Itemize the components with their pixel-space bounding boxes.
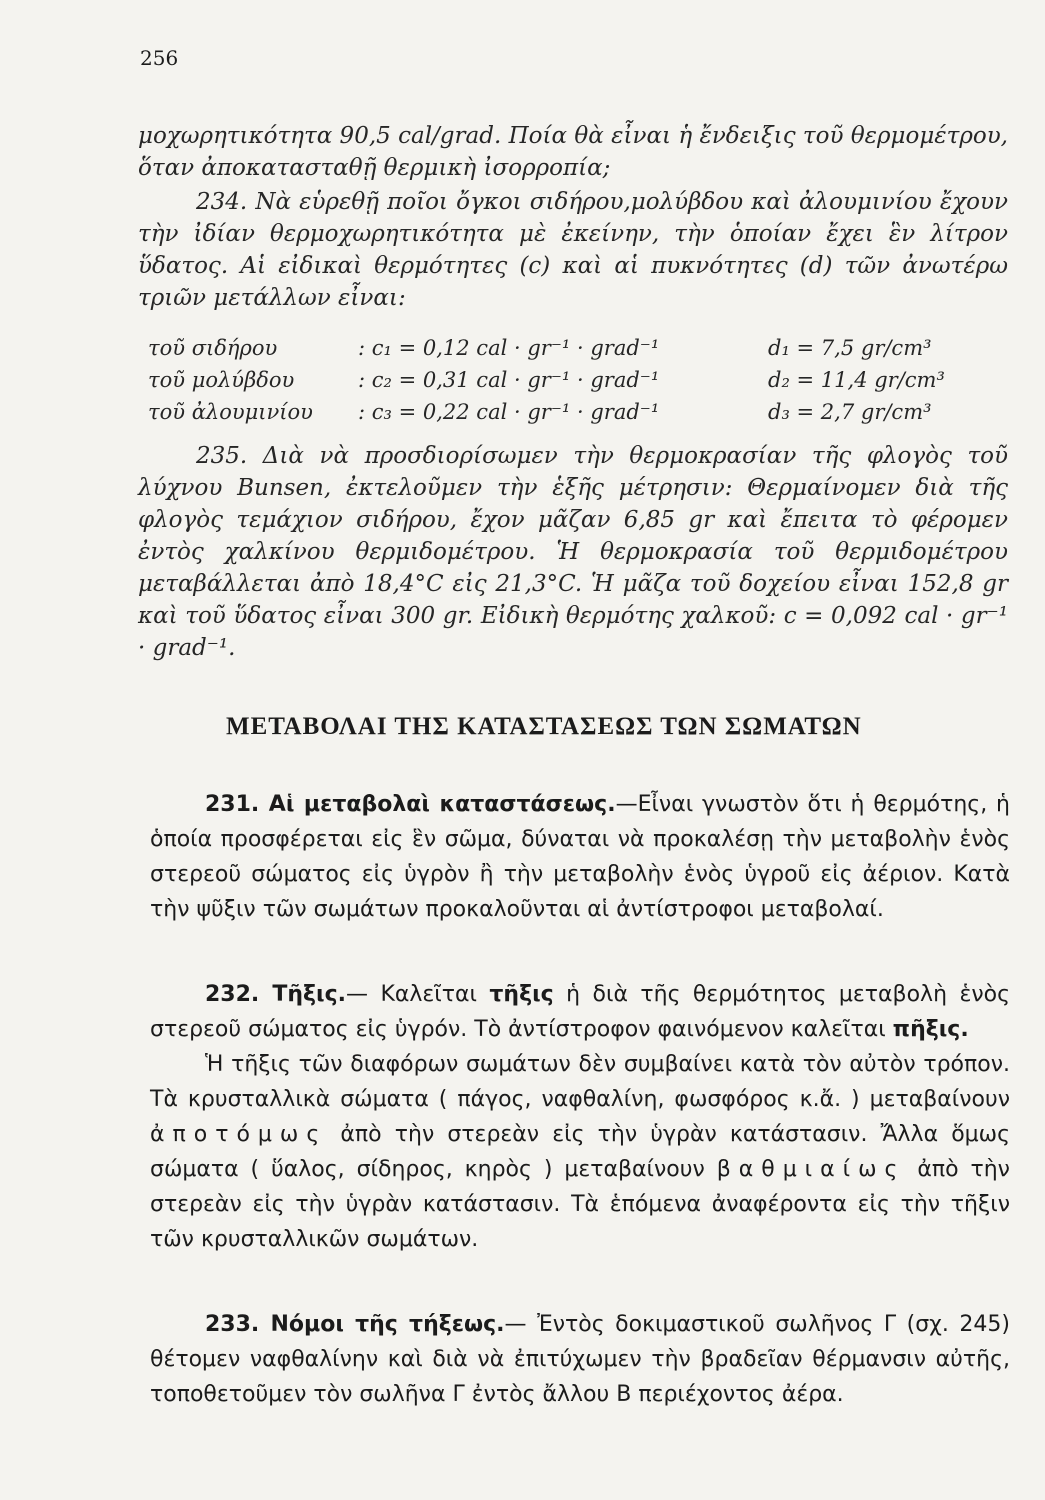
p231-title: 231. Αἱ μεταβολαὶ καταστάσεως. xyxy=(205,792,616,817)
density: d₃ = 2,7 gr/cm³ xyxy=(768,400,932,424)
p232-para2a: Ἡ τῆξις τῶν διαφόρων σωμάτων δὲν συμβαίνει κατὰ τὸν αὐτὸν τρόπον. Τὰ κρυσταλλικὰ σώματα ( πάγος, ναφθαλίνη, φωσφόρος κ.ἄ. ) μεταβαίνουν xyxy=(150,1052,1010,1112)
density: d₁ = 7,5 gr/cm³ xyxy=(768,336,932,360)
p232-term1: τῆξις xyxy=(489,982,554,1007)
paragraph-232-second xyxy=(150,1047,1010,1257)
p231-body: —Εἶναι γνωστὸν ὅτι ἡ θερμότης, ἡ ὁποία προσφέρεται εἰς ἓν σῶμα, δύναται νὰ προκαλέσῃ τὴν μεταβολὴν ἑνὸς στερεοῦ σώματος εἰς ὑγρὸν ἢ τὴν μεταβολὴν ἑνὸς ὑγροῦ εἰς ἀέριον. Κατὰ τὴν ψῦξιν τῶν σωμάτων προκαλοῦνται αἱ ἀντίστροφοι μεταβολαί. xyxy=(150,792,1010,922)
metal-name: τοῦ ἀλουμινίου xyxy=(148,400,313,424)
p232-para2c: ἀπὸ τὴν στερεὰν εἰς τὴν ὑγρὰν κατάστασιν. Τὰ ἑπόμενα ἀναφέροντα εἰς τὴν τῆξιν τῶν κρυσταλλικῶν σωμάτων. xyxy=(150,1157,1010,1252)
paragraph-231 xyxy=(150,787,1010,927)
p232-spaced2: βαθμιαίως xyxy=(716,1157,906,1182)
intro-text: μοχωρητικότητα 90,5 cal/grad. Ποία θὰ εἶναι ἡ ἔνδειξις τοῦ θερμομέτρου, ὅταν ἀποκατασταθῇ θερμικὴ ἰσορροπία; xyxy=(138,123,1008,181)
p232-body2: ἡ διὰ τῆς θερμότητος μεταβολὴ ἑνὸς στερεοῦ σώματος εἰς ὑγρόν. Τὸ ἀντίστροφον φαινόμενον καλεῖται xyxy=(150,982,1011,1042)
p232-spaced1: ἀποτόμως xyxy=(150,1122,328,1147)
density: d₂ = 11,4 gr/cm³ xyxy=(768,368,945,392)
p232-term2: πῆξις. xyxy=(892,1017,969,1042)
section-heading: ΜΕΤΑΒΟΛΑΙ ΤΗΣ ΚΑΤΑΣΤΑΣΕΩΣ ΤΩΝ ΣΩΜΑΤΩΝ xyxy=(226,713,862,740)
specific-heat: : c₁ = 0,12 cal · gr⁻¹ · grad⁻¹ xyxy=(358,336,660,360)
metal-name: τοῦ σιδήρου xyxy=(148,336,278,360)
problem-234-text: 234. Νὰ εὑρεθῇ ποῖοι ὄγκοι σιδήρου,μολύβδου καὶ ἀλουμινίου ἔχουν τὴν ἰδίαν θερμοχωρητικότητα μὲ ἐκείνην, τὴν ὁποίαν ἔχει ἓν λίτρον ὕδατος. Αἱ εἰδικαὶ θερμότητες (c) καὶ αἱ πυκνότητες (d) τῶν ἀνωτέρω τριῶν μετάλλων εἶναι: xyxy=(138,189,1008,311)
p233-title: 233. Νόμοι τῆς τήξεως. xyxy=(205,1312,505,1337)
p232-body1: — Καλεῖται xyxy=(346,982,477,1007)
p232-title: 232. Τῆξις. xyxy=(205,982,347,1007)
paragraph-232 xyxy=(150,977,1010,1047)
paragraph-233 xyxy=(150,1307,1010,1412)
p233-body: — Ἐντὸς δοκιμαστικοῦ σωλῆνος Γ (σχ. 245) θέτομεν ναφθαλίνην καὶ διὰ νὰ ἐπιτύχωμεν τὴν βραδεῖαν θέρμανσιν αὐτῆς, τοποθετοῦμεν τὸν σωλῆνα Γ ἐντὸς ἄλλου Β περιέχοντος ἀέρα. xyxy=(150,1312,1011,1407)
specific-heat: : c₃ = 0,22 cal · gr⁻¹ · grad⁻¹ xyxy=(358,400,660,424)
specific-heat: : c₂ = 0,31 cal · gr⁻¹ · grad⁻¹ xyxy=(358,368,660,392)
problem-235-text: 235. Διὰ νὰ προσδιορίσωμεν τὴν θερμοκρασίαν τῆς φλογὸς τοῦ λύχνου Bunsen, ἐκτελοῦμεν τὴν ἑξῆς μέτρησιν: Θερμαίνομεν διὰ τῆς φλογὸς τεμάχιον σιδήρου, ἔχον μᾶζαν 6,85 gr καὶ ἔπειτα τὸ φέρομεν ἐντὸς χαλκίνου θερμιδομέτρου. Ἡ θερμοκρασία τοῦ θερμιδομέτρου μεταβάλλεται ἀπὸ 18,4°C εἰς 21,3°C. Ἡ μᾶζα τοῦ δοχείου εἶναι 152,8 gr καὶ τοῦ ὕδατος εἶναι 300 gr. Εἰδικὴ θερμότης χαλκοῦ: c = 0,092 cal · gr⁻¹ · grad⁻¹. xyxy=(138,443,1008,661)
page-number: 256 xyxy=(140,46,179,70)
metal-name: τοῦ μολύβδου xyxy=(148,368,295,392)
p232-para2b: ἀπὸ τὴν στερεὰν εἰς τὴν ὑγρὰν κατάστασιν. Ἄλλα ὅμως σώματα ( ὕαλος, σίδηρος, κηρὸς ) μεταβαίνουν xyxy=(150,1122,1011,1182)
